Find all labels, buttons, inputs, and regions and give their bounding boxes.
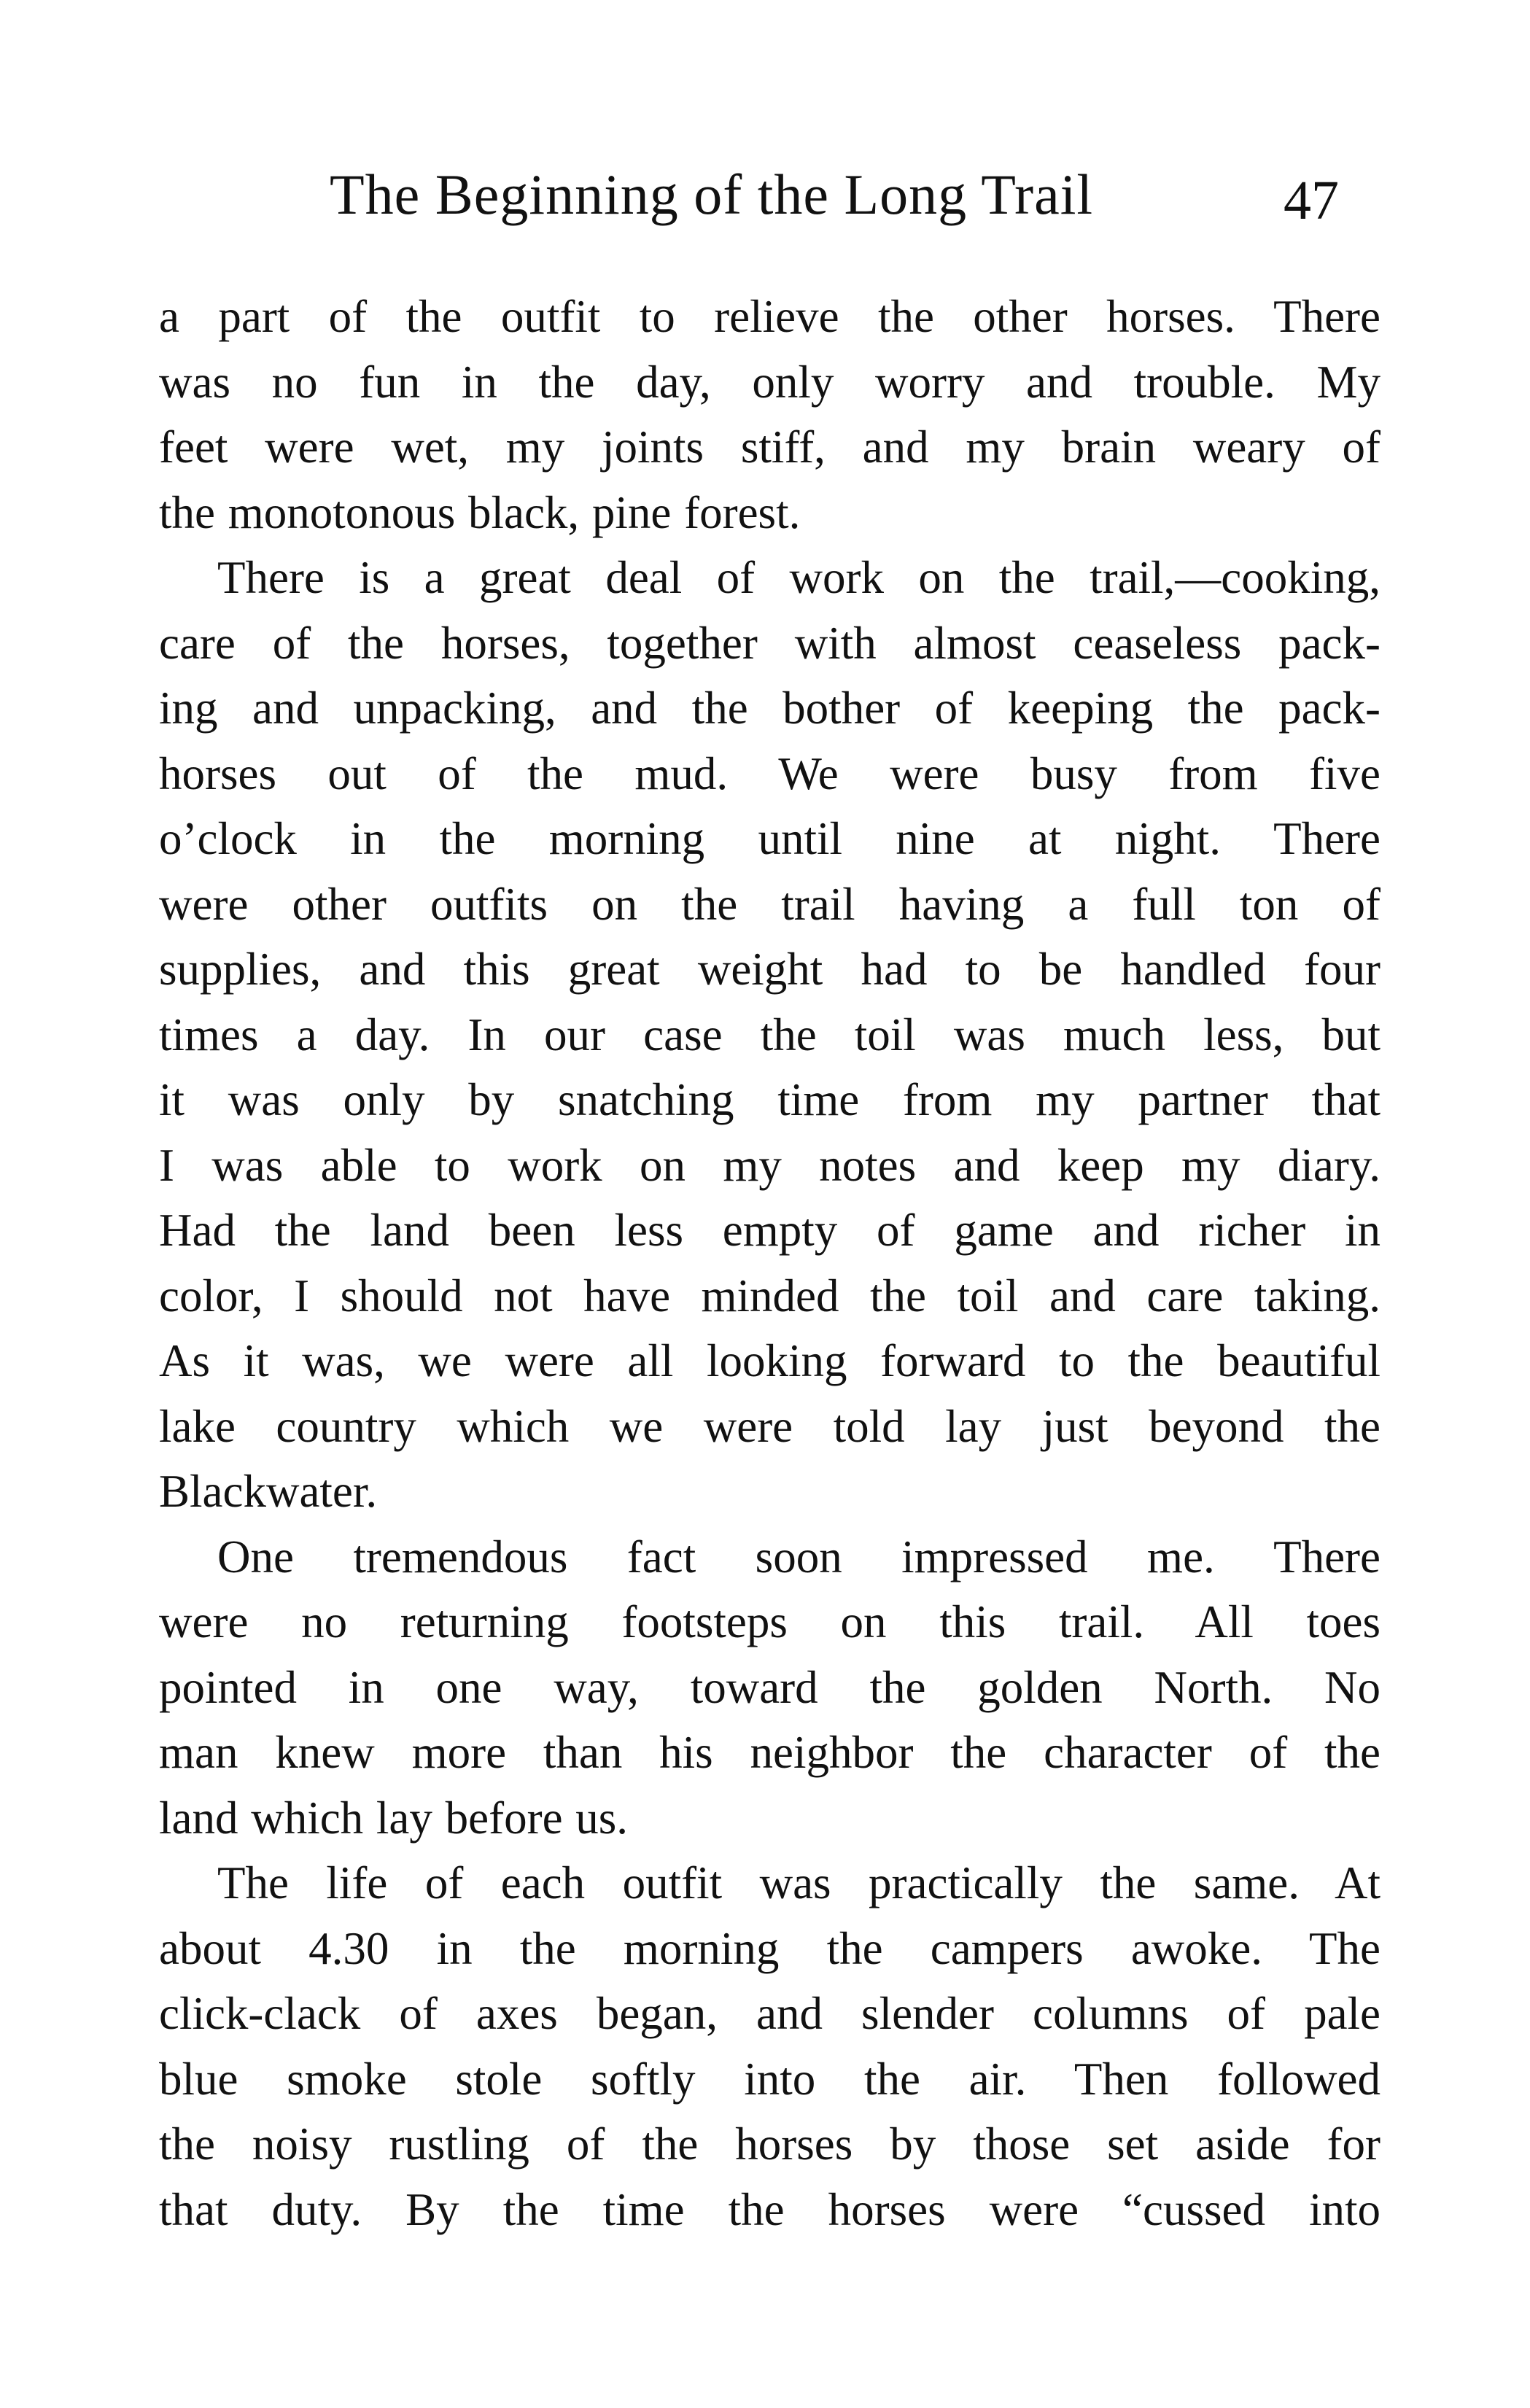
text-line: land which lay before us.	[159, 1792, 629, 1844]
text-line: that duty. By the time the horses were “cussed into	[159, 2183, 1381, 2235]
text-line: color, I should not have minded the toil and care taking.	[159, 1270, 1381, 1321]
text-line: ing and unpacking, and the bother of keeping the pack-	[159, 683, 1381, 734]
page-number: 47	[1284, 170, 1339, 231]
text-line: As it was, we were all looking forward to the beautiful	[159, 1335, 1381, 1386]
text-line: the monotonous black, pine forest.	[159, 486, 801, 538]
text-line: the noisy rustling of the horses by those set aside for	[159, 2118, 1381, 2170]
paragraph-first-line: There is a great deal of work on the trail,—cooking,	[217, 552, 1381, 603]
text-line: pointed in one way, toward the golden North. No	[159, 1661, 1381, 1713]
text-line: times a day. In our case the toil was much less, but	[159, 1009, 1381, 1060]
text-line: man knew more than his neighbor the character of the	[159, 1727, 1381, 1778]
text-line: horses out of the mud. We were busy from five	[159, 747, 1381, 799]
text-line: click-clack of axes began, and slender columns of pale	[159, 1988, 1381, 2039]
text-line: lake country which we were told lay just beyond the	[159, 1400, 1381, 1452]
text-line: it was only by snatching time from my partner that	[159, 1074, 1381, 1125]
text-line: about 4.30 in the morning the campers awoke. The	[159, 1922, 1381, 1974]
text-line: was no fun in the day, only worry and trouble. My	[159, 356, 1381, 408]
text-line: blue smoke stole softly into the air. Then followed	[159, 2053, 1381, 2105]
page-header	[330, 162, 1365, 249]
text-line: o’clock in the morning until nine at night. There	[159, 813, 1381, 864]
text-line: Had the land been less empty of game and richer in	[159, 1205, 1381, 1256]
text-line: were no returning footsteps on this trail. All toes	[159, 1596, 1381, 1647]
text-line: a part of the outfit to relieve the other horses. There	[159, 291, 1381, 342]
text-line: Blackwater.	[159, 1466, 378, 1517]
text-line: were other outfits on the trail having a full ton of	[159, 878, 1381, 930]
text-line: care of the horses, together with almost ceaseless pack-	[159, 617, 1381, 669]
paragraph-first-line: The life of each outfit was practically the same. At	[217, 1857, 1381, 1908]
running-title: The Beginning of the Long Trail	[330, 163, 1094, 226]
body-text	[159, 284, 1381, 2242]
text-line: feet were wet, my joints stiff, and my brain weary of	[159, 422, 1381, 473]
paragraph-first-line: One tremendous fact soon impressed me. There	[217, 1531, 1381, 1582]
text-line: supplies, and this great weight had to be handled four	[159, 944, 1381, 995]
text-line: I was able to work on my notes and keep my diary.	[159, 1139, 1381, 1191]
